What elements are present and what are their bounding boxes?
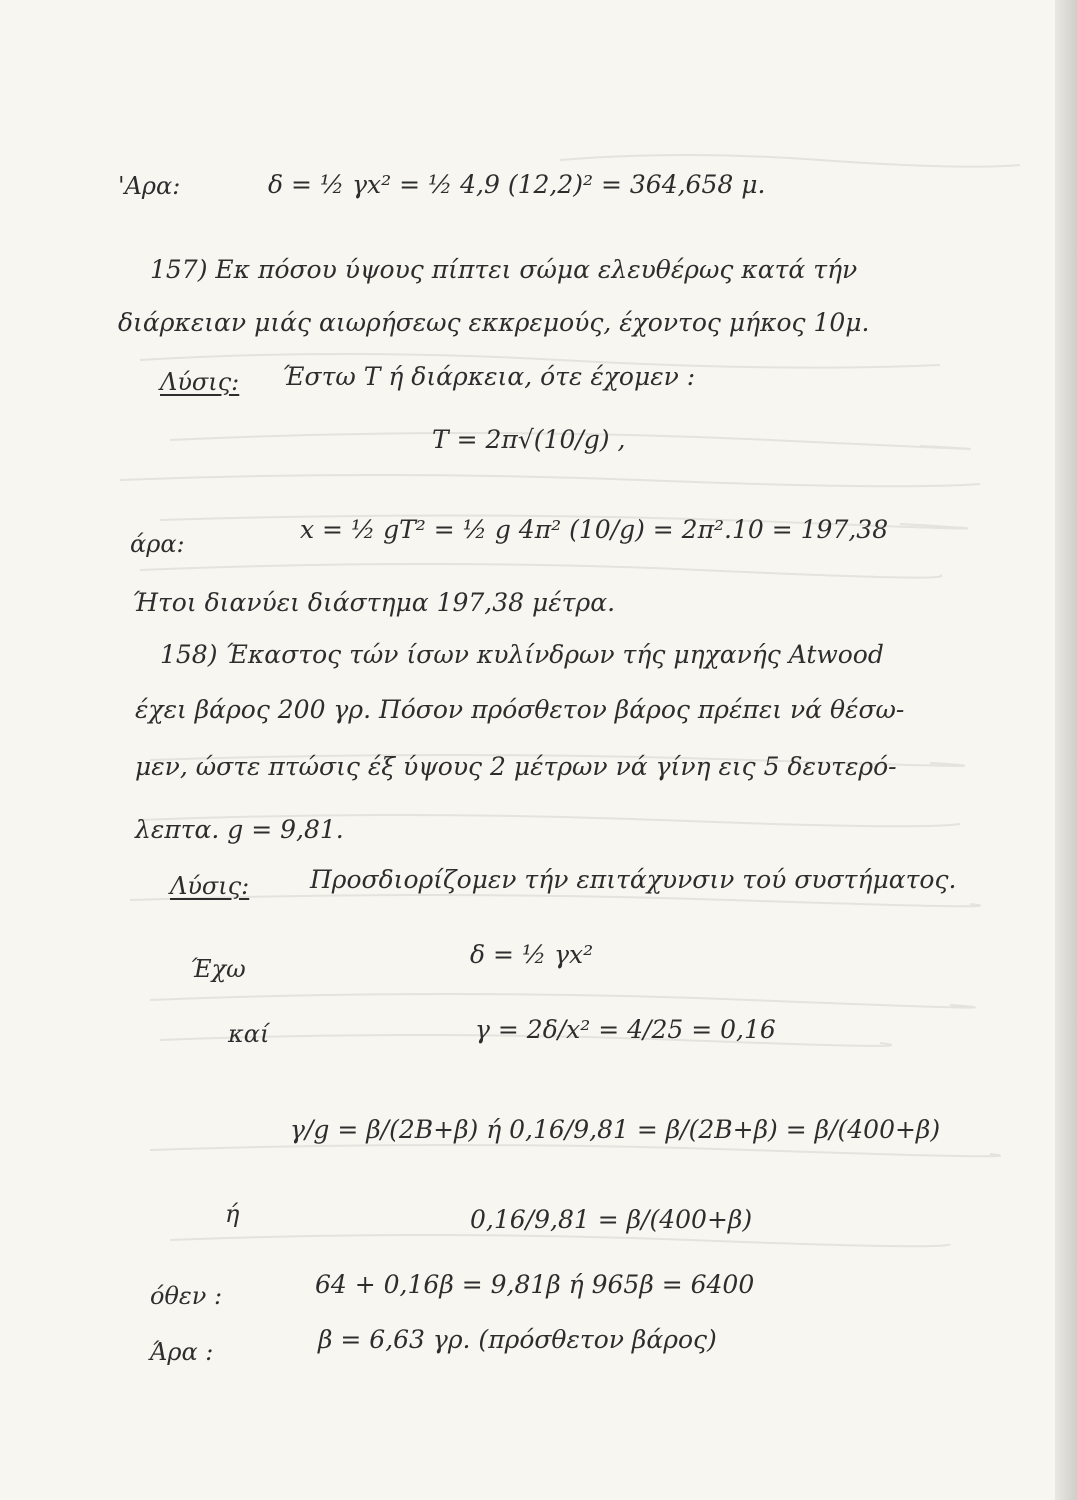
problem-158-line-4: λεπτα. g = 9,81. xyxy=(135,815,344,844)
ara-equation: δ = ½ γx² = ½ 4,9 (12,2)² = 364,658 μ. xyxy=(268,170,766,199)
othen-formula: 64 + 0,16β = 9,81β ή 965β = 6400 xyxy=(315,1270,755,1299)
problem-157-line-1: 157) Εκ πόσου ύψους πίπτει σώμα ελευθέρως κατά τήν xyxy=(150,255,858,284)
solution-157-label: Λύσις: xyxy=(160,368,240,396)
solution-158-intro: Προσδιορίζομεν τήν επιτάχυνσιν τού συστήματος. xyxy=(310,865,957,894)
h-formula: 0,16/9,81 = β/(400+β) xyxy=(470,1205,753,1234)
othen-label: όθεν : xyxy=(150,1282,223,1310)
ara-label-157: άρα: xyxy=(130,530,185,558)
exo-label: Έχω xyxy=(190,955,246,983)
h-label: ή xyxy=(225,1200,240,1228)
ara-label: 'Αρα: xyxy=(118,172,181,200)
period-formula: T = 2π√(10/g) , xyxy=(432,425,626,454)
problem-157-line-2: διάρκειαν μιάς αιωρήσεως εκκρεμούς, έχοντος μήκος 10μ. xyxy=(118,308,870,337)
exo-formula: δ = ½ γx² xyxy=(470,940,594,969)
final-label: Άρα : xyxy=(150,1338,214,1366)
solution-158-label: Λύσις: xyxy=(170,872,250,900)
acceleration-formula: γ = 2δ/x² = 4/25 = 0,16 xyxy=(475,1015,776,1044)
page-edge-shadow xyxy=(1055,0,1077,1500)
ratio-formula: γ/g = β/(2B+β) ή 0,16/9,81 = β/(2B+β) = β/(400+β) xyxy=(290,1115,941,1144)
problem-158-line-1: 158) Έκαστος τών ίσων κυλίνδρων τής μηχανής Atwood xyxy=(160,640,884,669)
final-formula: β = 6,63 γρ. (πρόσθετον βάρος) xyxy=(318,1325,717,1354)
solution-157-intro: Έστω Τ ή διάρκεια, ότε έχομεν : xyxy=(282,362,696,391)
conclusion-157: Ήτοι διανύει διάστημα 197,38 μέτρα. xyxy=(132,588,616,617)
distance-formula-157: x = ½ gT² = ½ g 4π² (10/g) = 2π².10 = 197,38 xyxy=(300,515,889,544)
problem-158-line-2: έχει βάρος 200 γρ. Πόσον πρόσθετον βάρος πρέπει νά θέσω- xyxy=(135,695,905,724)
problem-158-line-3: μεν, ώστε πτώσις έξ ύψους 2 μέτρων νά γίνη εις 5 δευτερό- xyxy=(135,752,897,781)
kai-label: καί xyxy=(228,1020,270,1048)
